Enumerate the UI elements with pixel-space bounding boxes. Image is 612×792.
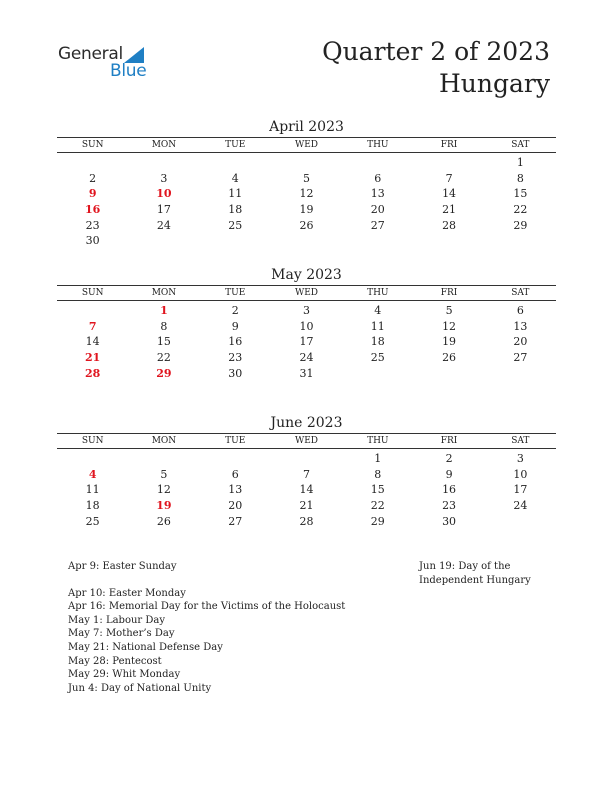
day-cell: 14: [85, 335, 100, 349]
weekday-header: [57, 138, 556, 152]
holiday-notes: [68, 560, 345, 695]
day-cell: 11: [85, 483, 100, 497]
month-calendar: [57, 265, 556, 381]
day-cell: 16: [442, 483, 457, 497]
day-empty: [271, 451, 342, 467]
day-cell: 9: [445, 467, 453, 481]
day-cell: 22: [156, 351, 171, 365]
weekday-rule: [57, 152, 556, 153]
day-cell: 29: [156, 366, 172, 380]
day-cell: 31: [299, 366, 314, 380]
day-cell: 20: [228, 499, 243, 513]
day-cell: 9: [231, 319, 239, 333]
day-cell: 14: [299, 483, 314, 497]
title-country: Hungary: [439, 69, 550, 98]
weekday-label: FRI: [440, 140, 458, 150]
holiday-notes-right: [419, 560, 549, 587]
holiday-note: May 7: Mother’s Day: [68, 628, 175, 640]
day-cell: 8: [160, 319, 168, 333]
day-empty: [57, 303, 128, 319]
day-empty: [342, 155, 413, 171]
day-cell: 10: [513, 467, 528, 481]
day-cell: 23: [85, 218, 100, 232]
day-cell: 18: [228, 203, 243, 217]
holiday-note: Apr 16: Memorial Day for the Victims of the Holocaust: [68, 601, 346, 613]
day-cell: 28: [442, 218, 457, 232]
day-cell: 4: [231, 171, 239, 185]
day-cell: 22: [513, 203, 528, 217]
day-cell: 23: [442, 499, 457, 513]
day-cell: 27: [228, 514, 243, 528]
weekday-label: SAT: [511, 288, 530, 298]
day-cell: 22: [370, 499, 385, 513]
weekday-label: SUN: [81, 436, 104, 446]
day-cell: 21: [299, 499, 314, 513]
day-cell: 7: [445, 171, 453, 185]
page-title: [322, 36, 550, 100]
day-cell: 5: [160, 467, 168, 481]
day-cell: 10: [156, 187, 172, 201]
weekday-label: WED: [294, 288, 319, 298]
day-cell: 13: [370, 187, 385, 201]
day-cell: 29: [370, 514, 385, 528]
weekday-label: SUN: [81, 140, 104, 150]
day-cell: 19: [299, 203, 314, 217]
holiday-note: May 21: National Defense Day: [68, 641, 223, 653]
day-cell: 29: [513, 218, 528, 232]
day-cell: 28: [299, 514, 314, 528]
day-cell: 28: [84, 366, 101, 380]
day-cell: 7: [302, 467, 310, 481]
day-empty: [57, 155, 128, 171]
day-cell: 13: [228, 483, 243, 497]
weekday-label: FRI: [440, 288, 458, 298]
month-title: June 2023: [270, 415, 343, 431]
weekday-label: WED: [294, 140, 319, 150]
day-cell: 24: [299, 351, 314, 365]
day-cell: 10: [299, 319, 314, 333]
day-cell: 16: [84, 203, 101, 217]
day-empty: [200, 451, 271, 467]
day-cell: 1: [516, 156, 524, 169]
weekday-label: THU: [367, 140, 389, 150]
holiday-note: Jun 19: Day of the: [419, 561, 511, 572]
weekday-header: [57, 434, 556, 448]
month-title: May 2023: [271, 267, 342, 283]
day-cell: 15: [370, 483, 385, 497]
logo: [58, 44, 158, 84]
weekday-label: TUE: [225, 140, 246, 150]
month-calendar: [57, 117, 556, 249]
day-grid: [57, 303, 556, 381]
day-cell: 18: [370, 335, 385, 349]
day-cell: 5: [445, 304, 453, 317]
weekday-label: TUE: [225, 436, 246, 446]
day-cell: 20: [513, 335, 528, 349]
logo-text-general: General: [58, 44, 123, 64]
holiday-note: May 1: Labour Day: [68, 614, 165, 626]
day-cell: 24: [156, 218, 171, 232]
day-empty: [200, 155, 271, 171]
day-cell: 21: [442, 203, 457, 217]
day-cell: 15: [513, 187, 528, 201]
day-cell: 6: [374, 171, 382, 185]
day-cell: 12: [156, 483, 171, 497]
day-cell: 19: [442, 335, 457, 349]
day-cell: 6: [516, 304, 524, 317]
day-empty: [128, 451, 199, 467]
day-cell: 4: [88, 467, 97, 481]
day-empty: [271, 155, 342, 171]
weekday-label: THU: [367, 436, 389, 446]
weekday-label: FRI: [440, 436, 458, 446]
day-cell: 3: [302, 304, 310, 317]
title-quarter: Quarter 2 of 2023: [322, 37, 550, 66]
day-cell: 12: [299, 187, 314, 201]
holiday-note: May 28: Pentecost: [68, 655, 162, 667]
day-cell: 4: [374, 304, 382, 317]
day-cell: 18: [85, 499, 100, 513]
day-cell: 30: [85, 234, 100, 248]
day-cell: 19: [156, 499, 172, 513]
weekday-label: MON: [151, 140, 177, 150]
day-cell: 2: [231, 304, 239, 317]
day-cell: 26: [442, 351, 457, 365]
weekday-label: SAT: [511, 436, 530, 446]
day-cell: 23: [228, 351, 243, 365]
day-cell: 1: [160, 304, 168, 317]
day-cell: 25: [85, 514, 100, 528]
day-cell: 1: [374, 452, 382, 465]
day-cell: 27: [513, 351, 528, 365]
day-cell: 2: [445, 452, 453, 465]
day-cell: 2: [89, 171, 97, 185]
day-empty: [57, 451, 128, 467]
day-cell: 8: [516, 171, 524, 185]
day-cell: 16: [228, 335, 243, 349]
weekday-header: [57, 286, 556, 300]
day-cell: 11: [370, 319, 385, 333]
day-cell: 30: [442, 514, 457, 528]
day-cell: 17: [299, 335, 314, 349]
day-cell: 11: [228, 187, 243, 201]
day-cell: 26: [156, 514, 171, 528]
day-cell: 3: [160, 171, 168, 185]
holiday-note: Apr 9: Easter Sunday: [68, 561, 177, 572]
weekday-rule: [57, 300, 556, 301]
holiday-note: Jun 4: Day of National Unity: [68, 682, 212, 694]
holiday-note: Independent Hungary: [419, 574, 531, 586]
day-cell: 17: [156, 203, 171, 217]
day-cell: 25: [228, 218, 243, 232]
month-title: April 2023: [269, 119, 344, 135]
weekday-label: TUE: [225, 288, 246, 298]
day-grid: [57, 451, 556, 529]
day-cell: 24: [513, 499, 528, 513]
holiday-note: Apr 10: Easter Monday: [68, 587, 186, 599]
day-cell: 15: [156, 335, 171, 349]
day-cell: 9: [88, 187, 97, 201]
day-cell: 26: [299, 218, 314, 232]
day-cell: 30: [228, 366, 243, 380]
day-cell: 17: [513, 483, 528, 497]
weekday-label: WED: [294, 436, 319, 446]
day-empty: [413, 155, 484, 171]
day-cell: 8: [374, 467, 382, 481]
weekday-label: MON: [151, 288, 177, 298]
holiday-note: May 29: Whit Monday: [68, 669, 181, 681]
day-cell: 5: [302, 171, 310, 185]
day-cell: 3: [516, 452, 524, 465]
day-cell: 12: [442, 319, 457, 333]
weekday-label: THU: [367, 288, 389, 298]
day-cell: 27: [370, 218, 385, 232]
day-cell: 21: [84, 351, 101, 365]
weekday-label: MON: [151, 436, 177, 446]
weekday-label: SUN: [81, 288, 104, 298]
day-grid: [57, 155, 556, 249]
day-cell: 25: [370, 351, 385, 365]
note-spacer: [68, 574, 345, 587]
day-cell: 20: [370, 203, 385, 217]
day-cell: 6: [231, 467, 239, 481]
day-cell: 7: [88, 319, 97, 333]
weekday-label: SAT: [511, 140, 530, 150]
day-empty: [128, 155, 199, 171]
day-cell: 14: [442, 187, 457, 201]
logo-text-blue: Blue: [110, 61, 147, 81]
weekday-rule: [57, 448, 556, 449]
month-calendar: [57, 413, 556, 529]
day-cell: 13: [513, 319, 528, 333]
